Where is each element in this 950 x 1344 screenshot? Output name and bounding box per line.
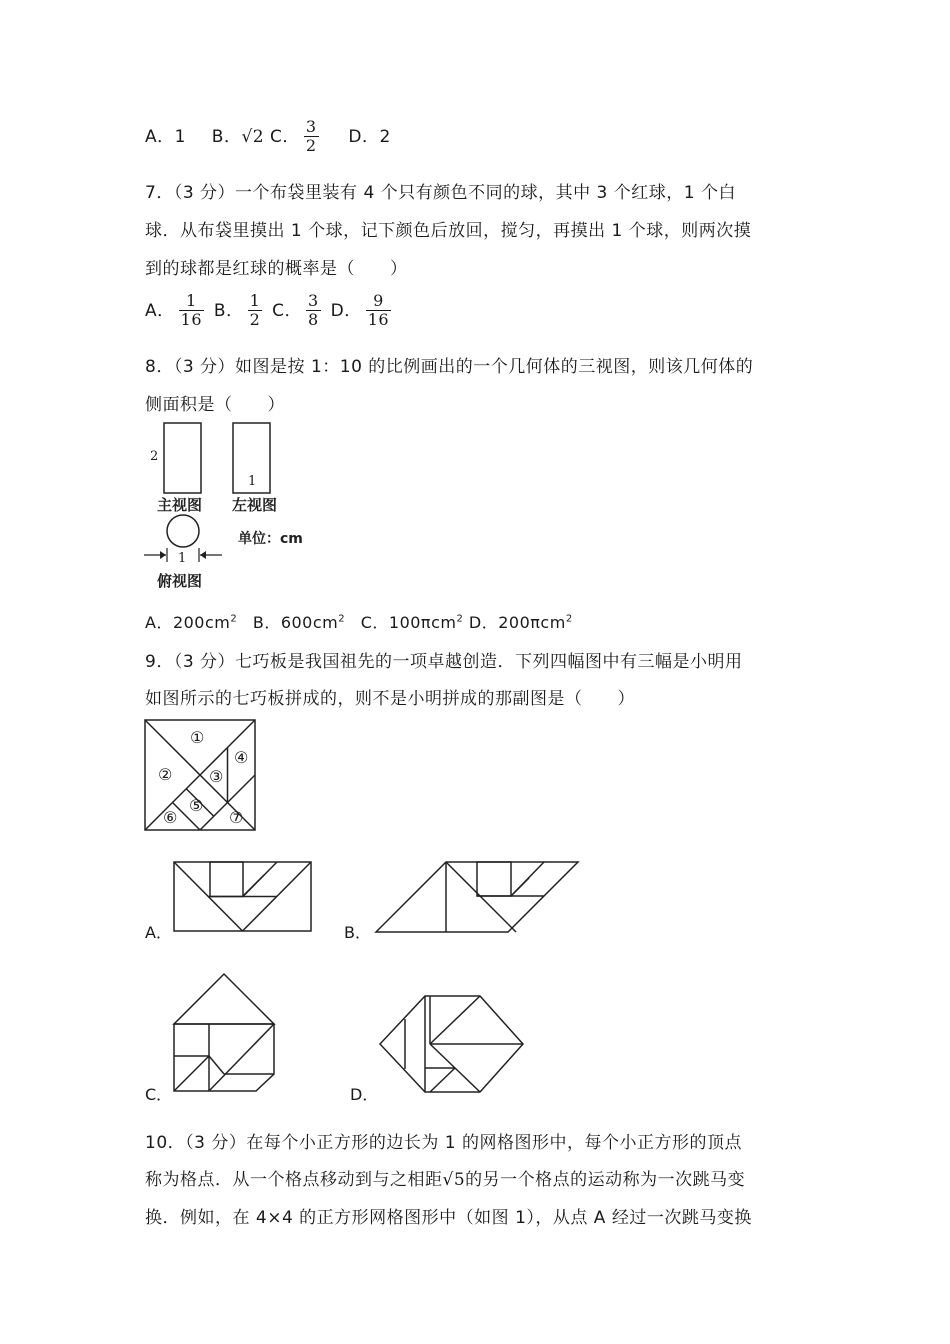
piece-2-label: ② — [158, 765, 173, 784]
sqrt5: √5 — [442, 1170, 466, 1190]
diameter-label: 1 — [178, 551, 187, 566]
q7-options — [145, 292, 395, 330]
option-d-figure — [380, 994, 526, 1094]
front-view-label: 主视图 — [157, 496, 203, 514]
piece-5-label: ⑤ — [189, 796, 204, 815]
front-view-rect — [164, 423, 201, 493]
left-view-label: 左视图 — [232, 496, 278, 514]
q8-line1: 8．（3 分）如图是按 1：10 的比例画出的一个几何体的三视图，则该几何体的 — [145, 357, 754, 377]
q8-option-b: B．$600cm^2$ — [252, 613, 346, 632]
width-label: 1 — [248, 474, 257, 489]
piece-4-label: ④ — [234, 748, 249, 767]
q10-line3: 换．例如，在 4×4 的正方形网格图形中（如图 1），从点 A 经过一次跳马变换 — [145, 1208, 752, 1228]
option-d-label: D． — [350, 1085, 379, 1104]
piece-7-label: ⑦ — [229, 808, 244, 827]
q7-option-d: D． $\frac{9}{16}$ — [330, 291, 390, 330]
q8-option-d: D．200πcm$^2$ — [468, 613, 573, 632]
option-b-label: B． — [344, 923, 371, 942]
q6-option-d: D．2 — [348, 126, 391, 147]
q7-option-b: B． $\frac{1}{2}$ — [213, 291, 261, 330]
q6-options — [145, 118, 391, 156]
q8-line2: 侧面积是（ ） — [145, 395, 285, 415]
option-a-figure — [174, 862, 314, 934]
height-label: 2 — [150, 449, 159, 464]
q6-option-a: A．1 — [145, 126, 186, 147]
unit-label: 单位：cm — [238, 531, 303, 547]
option-a-label: A． — [145, 923, 172, 942]
top-view-label: 俯视图 — [157, 572, 203, 590]
q7-option-c: C． $\frac{3}{8}$ — [272, 291, 319, 330]
q10-line1: 10．（3 分）在每个小正方形的边长为 1 的网格图形中，每个小正方形的顶点 — [145, 1133, 742, 1153]
q10-line2: 称为格点．从一个格点移动到与之相距√5的另一个格点的运动称为一次跳马变 — [145, 1170, 746, 1190]
q7-line2: 球．从布袋里摸出 1 个球，记下颜色后放回，搅匀，再摸出 1 个球，则两次摸 — [145, 221, 752, 241]
option-b-figure — [376, 860, 580, 934]
q7-line1: 7．（3 分）一个布袋里装有 4 个只有颜色不同的球，其中 3 个红球，1 个白 — [145, 183, 737, 203]
q8-option-c: C．100πcm$^2$ — [360, 613, 464, 632]
q7-line3: 到的球都是红球的概率是（ ） — [145, 259, 408, 279]
piece-6-label: ⑥ — [163, 808, 178, 827]
piece-1-label: ① — [190, 728, 205, 747]
q6-option-b: B．√2 — [211, 126, 265, 147]
q6-option-c: C． $\frac{3}{2}$ — [270, 117, 317, 156]
q7-option-a: A． $\frac{1}{16}$ — [145, 291, 202, 330]
q9-line1: 9．（3 分）七巧板是我国祖先的一项卓越创造．下列四幅图中有三幅是小明用 — [145, 652, 743, 672]
option-c-figure — [174, 974, 278, 1094]
option-c-label: C． — [145, 1085, 173, 1104]
piece-3-label: ③ — [209, 767, 224, 786]
q9-line2: 如图所示的七巧板拼成的，则不是小明拼成的那副图是（ ） — [145, 689, 635, 709]
q8-options — [145, 610, 573, 633]
q8-option-a: A．$200cm^2$ — [145, 613, 238, 632]
top-view-circle — [167, 515, 199, 547]
